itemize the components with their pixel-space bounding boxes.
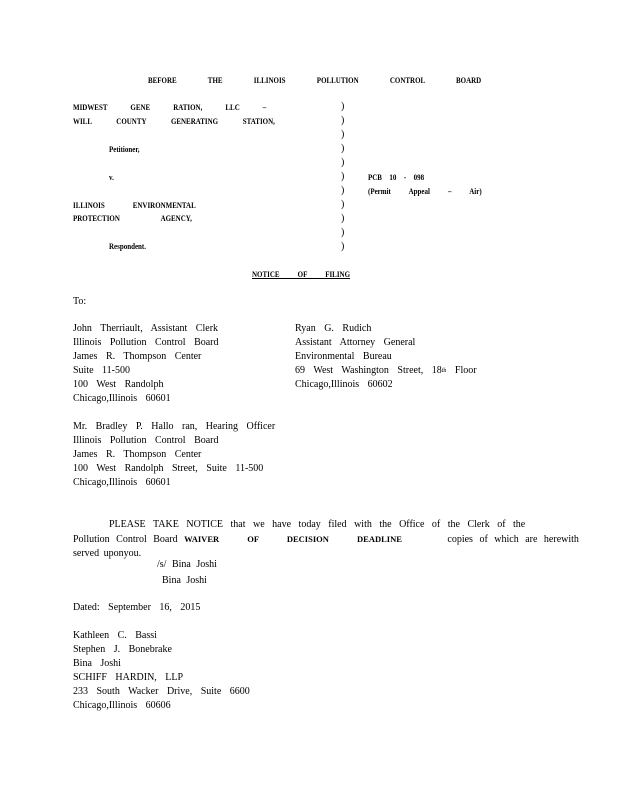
address-line: 100 West Randolph bbox=[73, 379, 164, 390]
paren: ) bbox=[341, 241, 345, 252]
petitioner-name-line2: WILL COUNTY GENERATING STATION, bbox=[73, 116, 275, 126]
body-line: served uponyou. bbox=[73, 548, 142, 559]
paren: ) bbox=[341, 115, 345, 126]
paren: ) bbox=[341, 199, 345, 210]
recipient-attorney-general bbox=[295, 322, 477, 392]
paren: ) bbox=[341, 101, 345, 112]
signature: /s/ Bina Joshi bbox=[157, 559, 217, 570]
respondent-role: Respondent. bbox=[109, 241, 146, 251]
paren: ) bbox=[341, 171, 345, 182]
address-line: John Therriault, Assistant Clerk bbox=[73, 323, 219, 334]
page-heading: BEFORE THE ILLINOIS POLLUTION CONTROL BOARD bbox=[148, 75, 482, 85]
address-line: 69 West Washington Street, 18th Floor bbox=[295, 365, 477, 376]
address-line: James R. Thompson Center bbox=[73, 351, 202, 362]
petitioner-role: Petitioner, bbox=[109, 144, 140, 154]
counsel-block bbox=[73, 629, 250, 713]
respondent-name-line1: ILLINOIS ENVIRONMENTAL bbox=[73, 200, 196, 210]
paren: ) bbox=[341, 143, 345, 154]
notice-body bbox=[73, 518, 579, 561]
counsel-line: SCHIFF HARDIN, LLP bbox=[73, 672, 184, 683]
recipient-hearing-officer bbox=[73, 420, 275, 490]
recipient-clerk bbox=[73, 322, 219, 406]
address-line: Mr. Bradley P. Hallo ran, Hearing Officer bbox=[73, 421, 276, 432]
date-line: Dated: September 16, 2015 bbox=[73, 602, 201, 613]
caption-parens bbox=[341, 100, 344, 254]
paren: ) bbox=[341, 129, 345, 140]
address-line: Illinois Pollution Control Board bbox=[73, 337, 219, 348]
counsel-line: Bina Joshi bbox=[73, 658, 121, 669]
notice-title: NOTICE OF FILING bbox=[252, 269, 351, 279]
paren: ) bbox=[341, 185, 345, 196]
paren: ) bbox=[341, 157, 345, 168]
paren: ) bbox=[341, 213, 345, 224]
to-label: To: bbox=[73, 296, 87, 307]
counsel-line: Chicago,Illinois 60606 bbox=[73, 700, 171, 711]
case-number: PCB 10 - 098 bbox=[368, 172, 425, 182]
body-line: PLEASE TAKE NOTICE that we have today filed with the Office of the Clerk of the bbox=[109, 519, 526, 530]
address-line: Chicago,Illinois 60601 bbox=[73, 477, 171, 488]
signer-name: Bina Joshi bbox=[162, 575, 207, 586]
respondent-name-line2: PROTECTION AGENCY, bbox=[73, 213, 192, 223]
counsel-line: Stephen J. Bonebrake bbox=[73, 644, 172, 655]
address-line: Environmental Bureau bbox=[295, 351, 392, 362]
versus: v. bbox=[109, 172, 114, 182]
address-line: Assistant Attorney General bbox=[295, 337, 416, 348]
address-line: Ryan G. Rudich bbox=[295, 323, 372, 334]
address-line: 100 West Randolph Street, Suite 11-500 bbox=[73, 463, 264, 474]
address-line: Chicago,Illinois 60602 bbox=[295, 379, 393, 390]
petitioner-name-line1: MIDWEST GENE RATION, LLC – bbox=[73, 102, 267, 112]
paren: ) bbox=[341, 227, 345, 238]
body-line: Pollution Control Board WAIVER OF DECISION DEADLINE copies of which are herewith bbox=[73, 534, 579, 545]
address-line: Suite 11-500 bbox=[73, 365, 131, 376]
address-line: James R. Thompson Center bbox=[73, 449, 202, 460]
address-line: Chicago,Illinois 60601 bbox=[73, 393, 171, 404]
case-type: (Permit Appeal – Air) bbox=[368, 186, 482, 196]
counsel-line: 233 South Wacker Drive, Suite 6600 bbox=[73, 686, 250, 697]
address-line: Illinois Pollution Control Board bbox=[73, 435, 219, 446]
counsel-line: Kathleen C. Bassi bbox=[73, 630, 157, 641]
